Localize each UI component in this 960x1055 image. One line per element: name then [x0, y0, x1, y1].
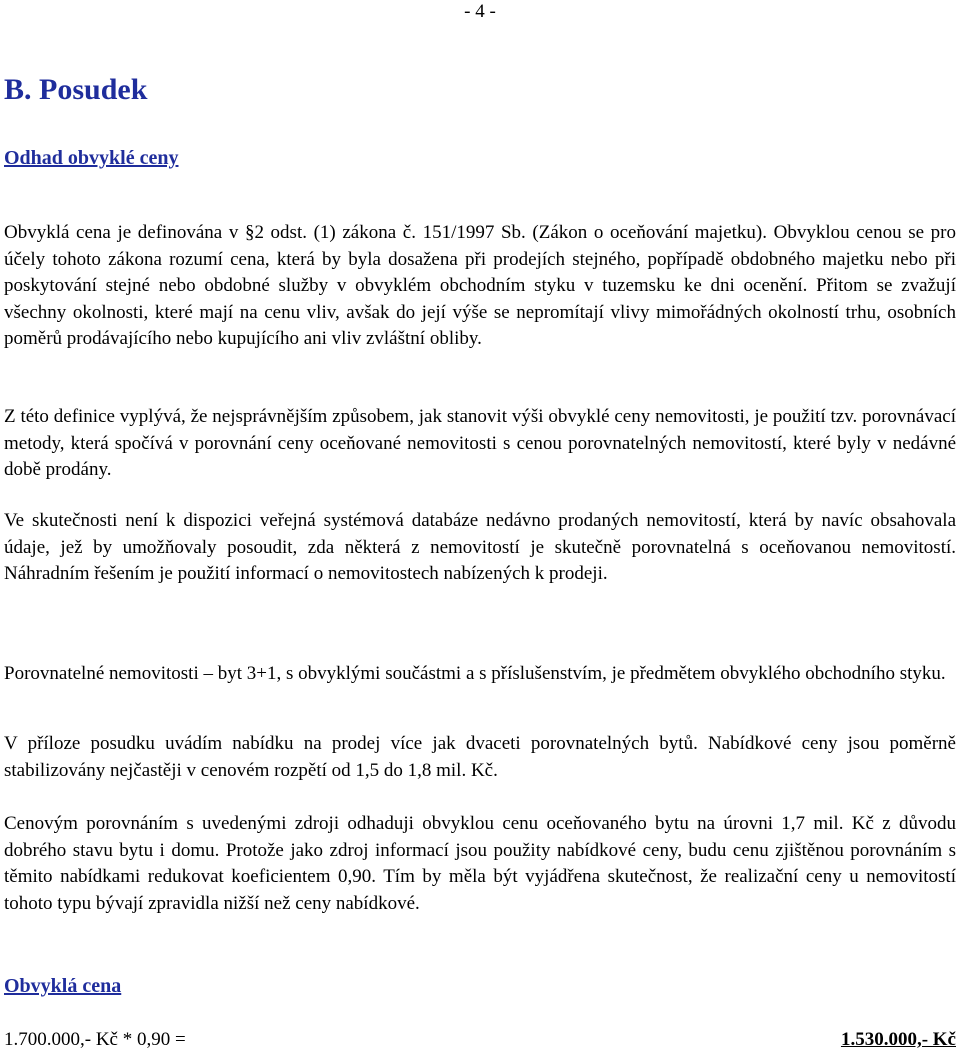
paragraph-estimate: Cenovým porovnáním s uvedenými zdroji odhaduji obvyklou cenu oceňovaného bytu na úrovni 1,7 mil. Kč z důvodu dobrého stavu bytu i domu. Protože jako zdroj informací jsou použity nabídkové ceny, budu cenu zjištěnou porovnáním s těmito nabídkami redukovat koeficientem 0,90. Tím by měla být vyjádřena skutečnost, že realizační ceny u nemovitostí tohoto typu bývají zpravidla nižší než ceny nabídkové. — [4, 813, 956, 914]
paragraph-method: Z této definice vyplývá, že nejsprávnějším způsobem, jak stanovit výši obvyklé ceny nemovitosti, je použití tzv. porovnávací metody, která spočívá v porovnání ceny oceňované nemovitosti s cenou porovnatelných nemovitostí, které byly v nedávné době prodány. — [4, 406, 956, 480]
paragraph-database: Ve skutečnosti není k dispozici veřejná systémová databáze nedávno prodaných nemovitostí, která by navíc obsahovala údaje, jež by umožňovaly posoudit, zda některá z nemovitostí je skutečně porovnatelná s oceňovanou nemovitostí. Náhradním řešením je použití informací o nemovitostech nabízených k prodeji. — [4, 510, 956, 584]
page-number: - 4 - — [464, 1, 496, 22]
paragraph-comparables: Porovnatelné nemovitosti – byt 3+1, s obvyklými součástmi a s příslušenstvím, je předmětem obvyklého obchodního styku. — [4, 663, 946, 684]
subsection-heading-odhad: Odhad obvyklé ceny — [4, 147, 179, 169]
formula-expression: 1.700.000,- Kč * 0,90 = — [4, 1029, 186, 1050]
paragraph-offers: V příloze posudku uvádím nabídku na prodej více jak dvaceti porovnatelných bytů. Nabídkové ceny jsou poměrně stabilizovány nejčastěji v cenovém rozpětí od 1,5 do 1,8 mil. Kč. — [4, 733, 956, 781]
formula-result: 1.530.000,- Kč — [840, 1029, 956, 1050]
paragraph-definition: Obvyklá cena je definována v §2 odst. (1) zákona č. 151/1997 Sb. (Zákon o oceňování majetku). Obvyklou cenou se pro účely tohoto zákona rozumí cena, která by byla dosažena při prodejích stejného, popřípadě obdobného majetku nebo při poskytování stejné nebo obdobné služby v obvyklém obchodním styku v tuzemsku ke dni ocenění. Přitom se zvažují všechny okolnosti, které mají na cenu vliv, avšak do její výše se nepromítají vlivy mimořádných okolností trhu, osobních poměrů prodávajícího nebo kupujícího ani vliv zvláštní obliby. — [4, 222, 956, 349]
subsection-heading-obvykla: Obvyklá cena — [4, 975, 122, 997]
price-formula — [4, 1027, 956, 1053]
section-title: B. Posudek — [4, 73, 148, 106]
